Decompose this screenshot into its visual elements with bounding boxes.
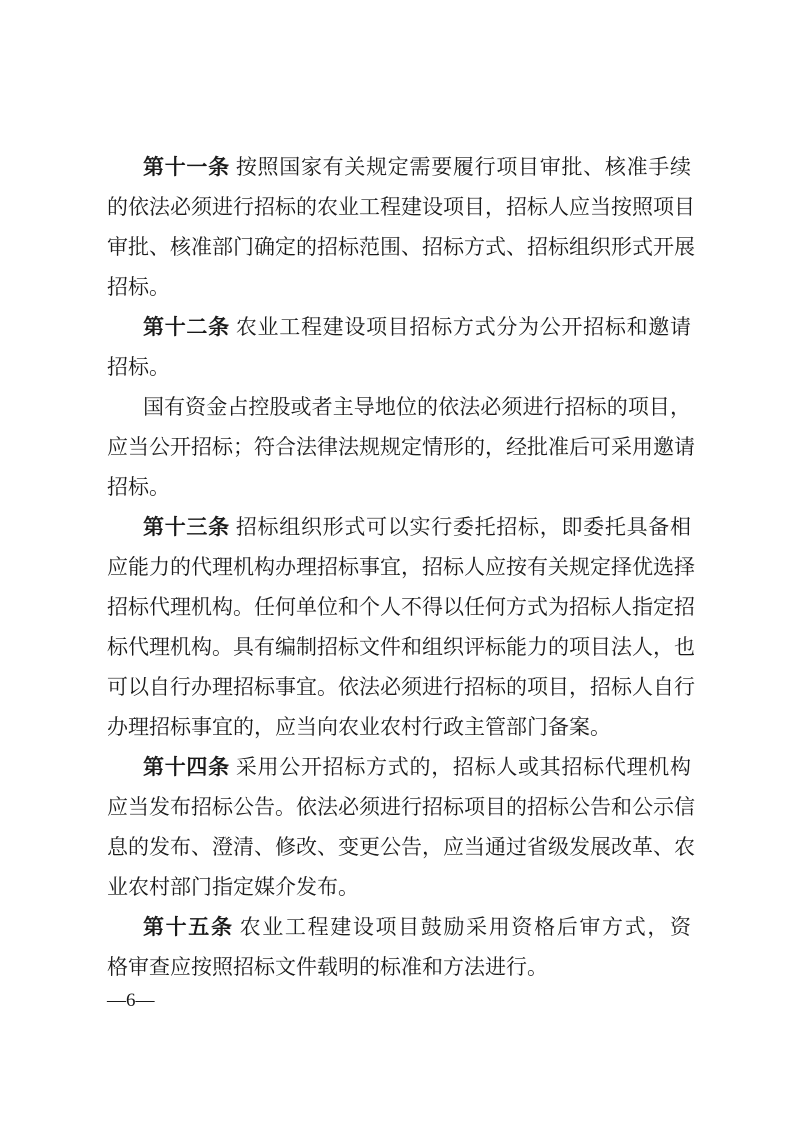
text-line xyxy=(107,427,695,467)
text-line xyxy=(107,387,691,427)
text-line xyxy=(107,467,691,507)
article-paragraph xyxy=(107,747,695,907)
text-line xyxy=(107,747,691,787)
line-text: 应当公开招标；符合法律法规规定情形的，经批准后可采用邀请 xyxy=(107,435,695,459)
page-number: —6— xyxy=(107,990,155,1011)
line-text: 可以自行办理招标事宜。依法必须进行招标的项目，招标人自行 xyxy=(107,675,695,699)
text-line xyxy=(107,947,691,987)
article-paragraph xyxy=(107,907,691,987)
article-paragraph xyxy=(107,387,695,507)
line-text: 的依法必须进行招标的农业工程建设项目，招标人应当按照项目 xyxy=(107,195,695,219)
line-text: 应当发布招标公告。依法必须进行招标项目的招标公告和公示信 xyxy=(107,795,695,819)
article-heading: 第十五条 xyxy=(143,915,234,939)
text-line xyxy=(107,867,691,907)
article-paragraph xyxy=(107,147,695,307)
article-heading: 第十四条 xyxy=(143,755,230,779)
article-paragraph xyxy=(107,307,691,387)
line-text: 招标。 xyxy=(107,275,170,299)
line-text: 按照国家有关规定需要履行项目审批、核准手续 xyxy=(235,155,692,179)
line-text: 招标。 xyxy=(107,475,170,499)
text-line xyxy=(107,627,695,667)
line-text: 招标组织形式可以实行委托招标，即委托具备相 xyxy=(235,515,692,539)
text-line xyxy=(107,227,695,267)
text-line xyxy=(107,587,695,627)
line-text: 农业工程建设项目鼓励采用资格后审方式，资 xyxy=(239,915,691,939)
line-text: 招标。 xyxy=(107,355,170,379)
line-text: 采用公开招标方式的，招标人或其招标代理机构 xyxy=(235,755,692,779)
text-line xyxy=(107,147,691,187)
text-line xyxy=(107,907,691,947)
text-line xyxy=(107,347,691,387)
text-line xyxy=(107,547,695,587)
document-body xyxy=(107,147,695,987)
text-line xyxy=(107,187,695,227)
text-line xyxy=(107,267,691,307)
article-heading: 第十一条 xyxy=(143,155,230,179)
line-text: 业农村部门指定媒介发布。 xyxy=(107,875,359,899)
line-text: 标代理机构。具有编制招标文件和组织评标能力的项目法人，也 xyxy=(107,635,695,659)
line-text: 国有资金占控股或者主导地位的依法必须进行招标的项目， xyxy=(143,395,691,419)
line-text: 息的发布、澄清、修改、变更公告，应当通过省级发展改革、农 xyxy=(107,835,695,859)
line-text: 招标代理机构。任何单位和个人不得以任何方式为招标人指定招 xyxy=(107,595,695,619)
line-text: 农业工程建设项目招标方式分为公开招标和邀请 xyxy=(235,315,692,339)
article-heading: 第十三条 xyxy=(143,515,230,539)
line-text: 应能力的代理机构办理招标事宜，招标人应按有关规定择优选择 xyxy=(107,555,695,579)
line-text: 格审查应按照招标文件载明的标准和方法进行。 xyxy=(107,955,548,979)
text-line xyxy=(107,827,695,867)
text-line xyxy=(107,707,691,747)
line-text: 审批、核准部门确定的招标范围、招标方式、招标组织形式开展 xyxy=(107,235,695,259)
text-line xyxy=(107,787,695,827)
article-paragraph xyxy=(107,507,695,747)
line-text: 办理招标事宜的，应当向农业农村行政主管部门备案。 xyxy=(107,715,611,739)
text-line xyxy=(107,667,695,707)
text-line xyxy=(107,507,691,547)
text-line xyxy=(107,307,691,347)
article-heading: 第十二条 xyxy=(143,315,230,339)
